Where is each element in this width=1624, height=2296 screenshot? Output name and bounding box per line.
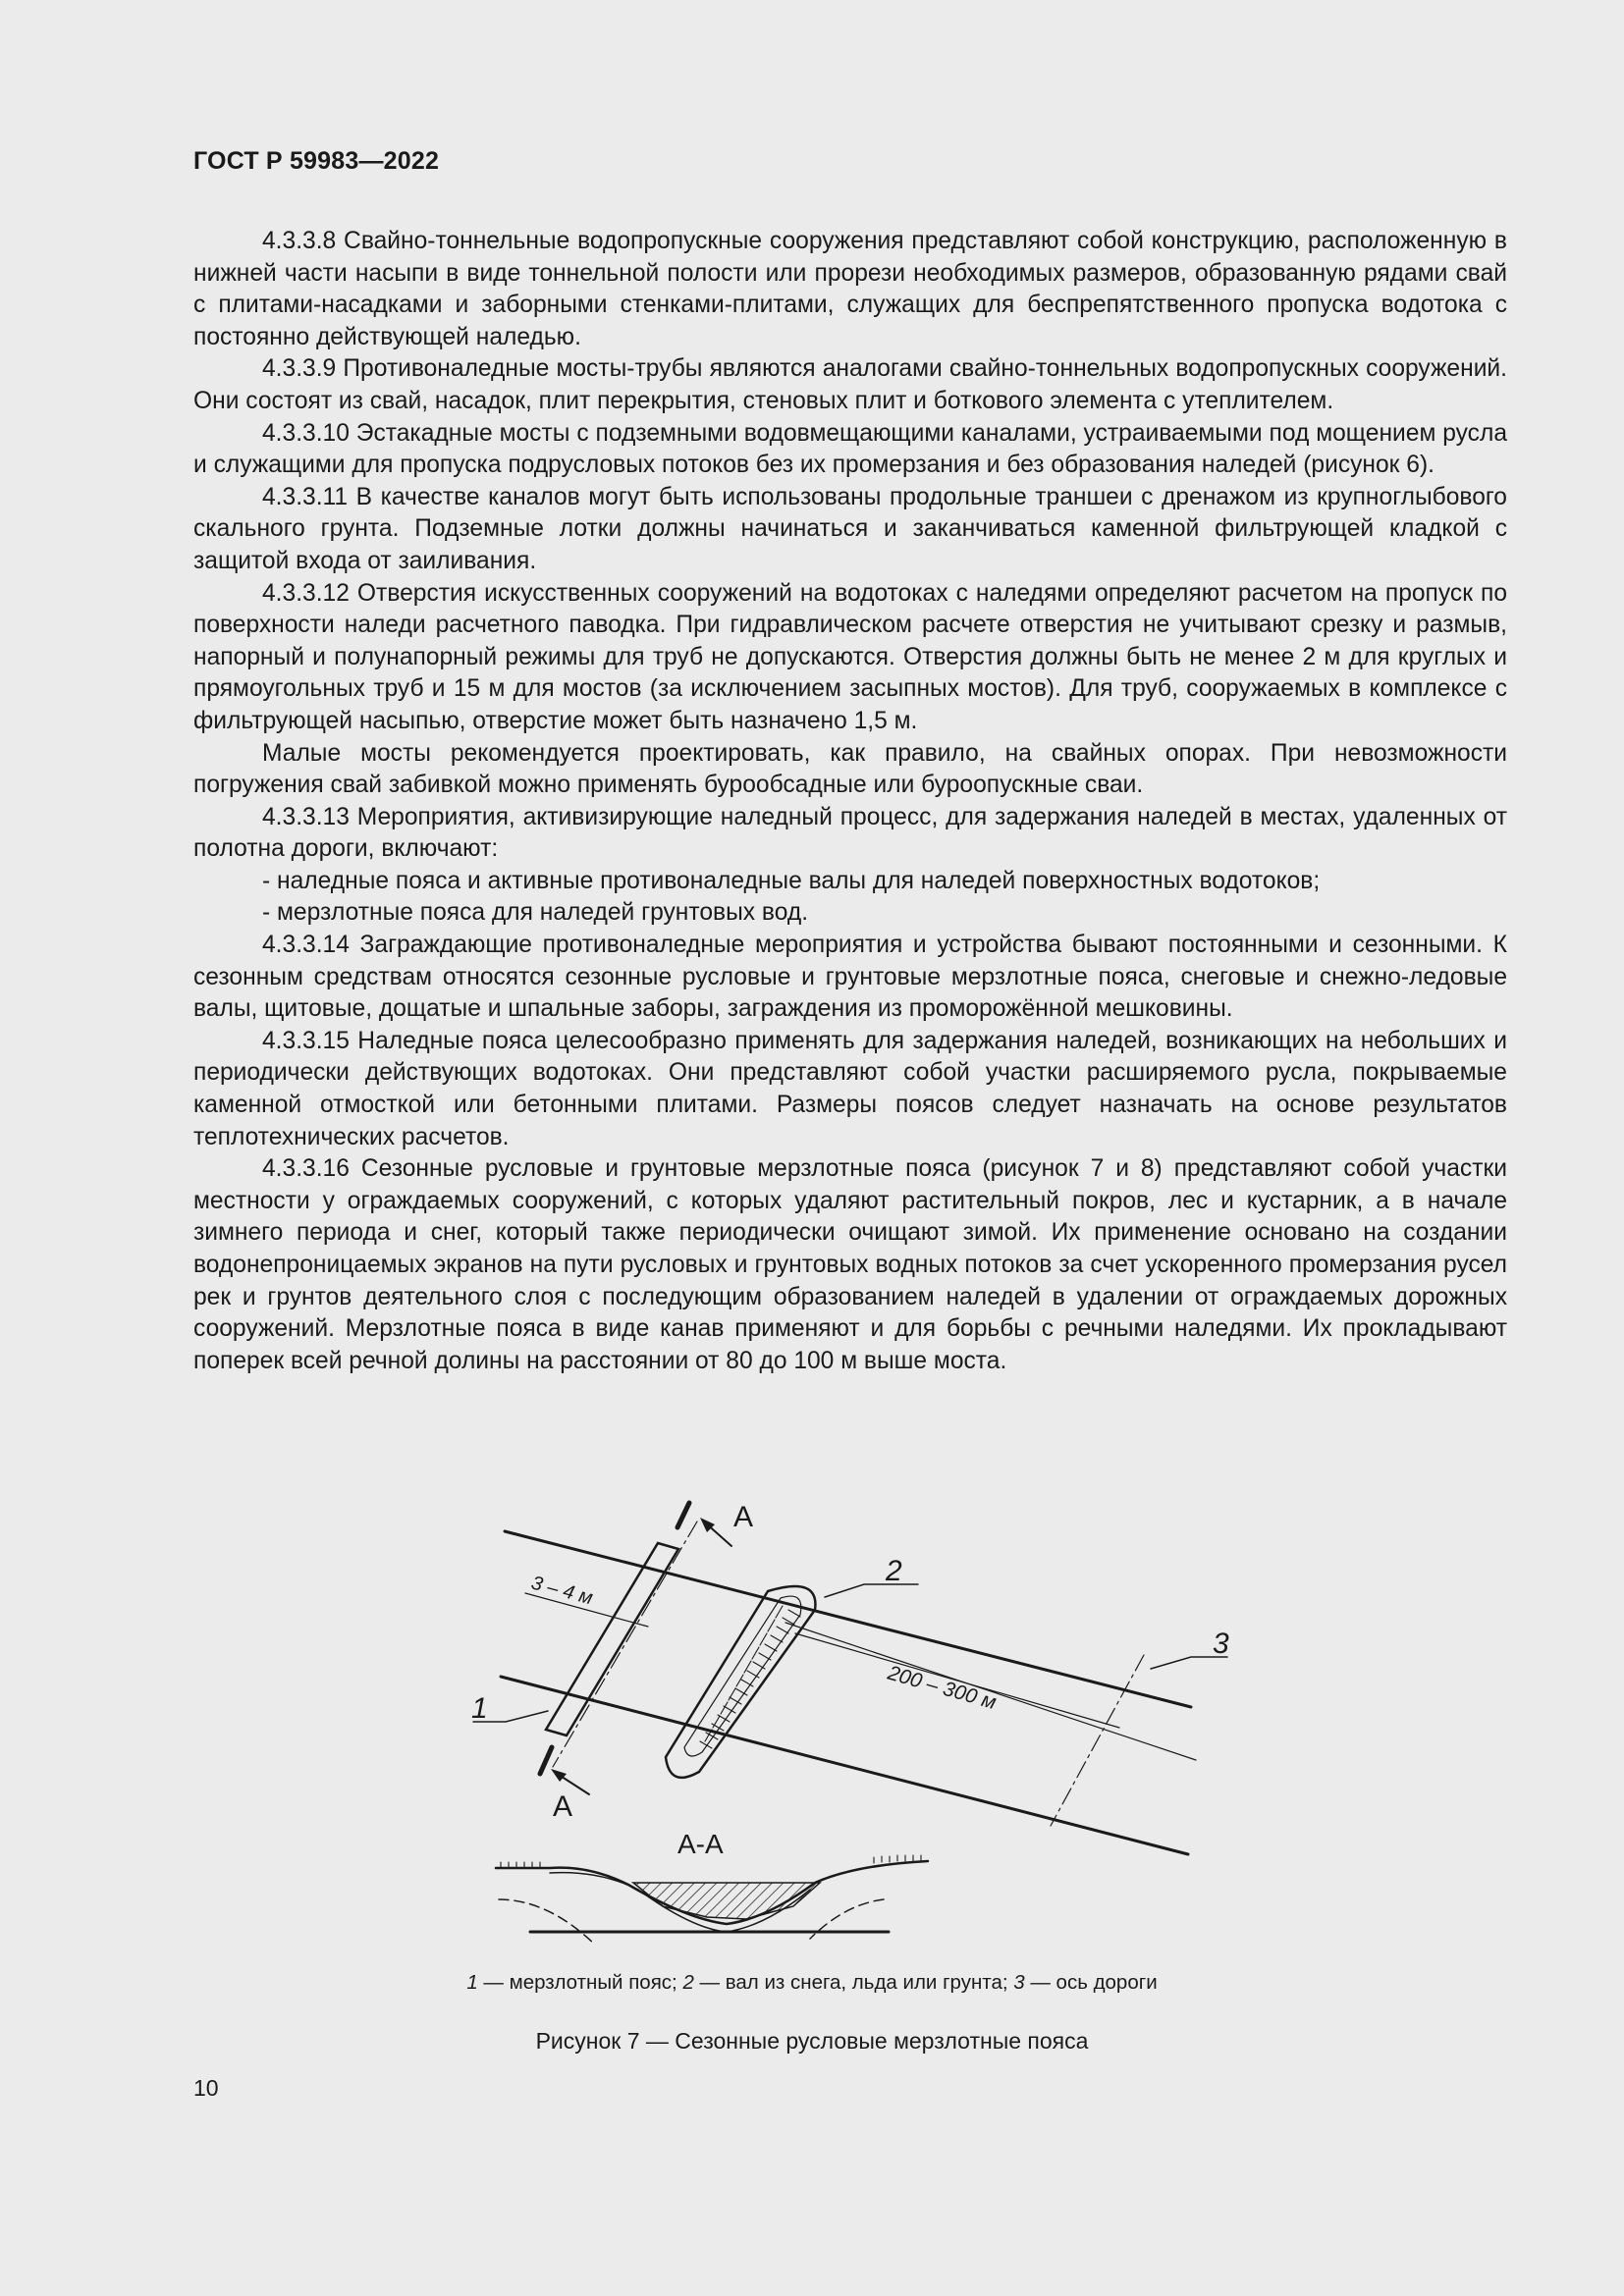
legend-text-1: — мерзлотный пояс; [477,1971,683,1994]
paragraph: 4.3.3.14 Заграждающие противоналедные мероприятия и устройства бывают постоянными и сезонными. К сезонным средствам относятся сезонные русловые и грунтовые мерзлотные пояса, снеговые и снежно-ледовые валы, щитовые, дощатые и шпальные заборы, заграждения из проморожённой мешковины. [193,932,1507,1023]
section-hatched-fill [633,1883,820,1919]
section-title: А-А [677,1829,724,1859]
document-header: ГОСТ Р 59983—2022 [193,147,440,175]
paragraph: 4.3.3.11 В качестве каналов могут быть использованы продольные траншеи с дренажом из крупноглыбового скального грунта. Подземные лотки должны начинаться и заканчиваться каменной фильтрующей кладкой с защитой входа от заиливания. [193,483,1507,574]
paragraph: 4.3.3.12 Отверстия искусственных сооружений на водотоках с наледями определяют расчетом на пропуск по поверхности наледи расчетного паводка. При гидравлическом расчете отверстия не учитывают срезку и размыв, напорный и полунапорный режимы для труб не допускаются. Отверстия должны быть не менее 2 м для круглых и прямоугольных труб и 15 м для мостов (за исключением засыпных мостов). Для труб, сооружаемых в комплексе с фильтрующей насыпью, отверстие может быть назначено 1,5 м. [193,579,1507,734]
legend-text-2: — вал из снега, льда или грунта; [693,1971,1014,1994]
paragraph: Малые мосты рекомендуется проектировать, как правило, на свайных опорах. При невозможности погружения свай забивкой можно применять бурообсадные или буроопускные сваи. [193,739,1507,799]
list-item: - мерзлотные пояса для наледей грунтовых вод. [262,899,809,927]
callout-label-2: 2 [886,1555,902,1587]
road-axis [1051,1655,1144,1826]
paragraph: 4.3.3.8 Свайно-тоннельные водопропускные сооружения представляют собой конструкцию, расположенную в нижней части насыпи в виде тоннельной полости или прорези необходимых размеров, образованную рядами свай с плитами-насадками и заборными стенками-плитами, служащих для беспрепятственного пропуска водотока с постоянно действующей наледью. [193,228,1507,350]
callout-label-3: 3 [1213,1628,1229,1660]
figure-legend [0,1971,1624,1995]
list-item: - наледные пояса и активные противоналедные валы для наледей поверхностных водотоков; [262,867,1321,894]
callout-leader-2 [825,1584,918,1597]
paragraph: 4.3.3.15 Наледные пояса целесообразно применять для задержания наледей, возникающих на небольших и периодически действующих водотоках. Они представляют собой участки расширяемого русла, покрываемые каменной отмосткой или бетонными плитами. Размеры поясов следует назначать на основе результатов теплотехнических расчетов. [193,1027,1507,1150]
dim-label-width: 3 – 4 м [528,1572,595,1610]
legend-number-1: 1 [466,1971,478,1994]
page-number: 10 [193,2075,219,2101]
body-text [193,226,1507,1377]
legend-number-2: 2 [682,1971,694,1994]
legend-number-3: 3 [1013,1971,1025,1994]
figure-drawing [461,1492,1237,1944]
road-line-middle [501,1677,1188,1854]
legend-text-3: — ось дороги [1024,1971,1158,1994]
callout-label-1: 1 [471,1692,488,1725]
section-mark-top [677,1503,689,1527]
figure-caption: Рисунок 7 — Сезонные русловые мерзлотные пояса [535,2028,1089,2054]
section-mark-bottom [540,1747,552,1774]
paragraph: 4.3.3.16 Сезонные русловые и грунтовые мерзлотные пояса (рисунок 7 и 8) представляют собой участки местности у ограждаемых сооружений, с которых удаляют растительный покров, лес и кустарник, а в начале зимнего периода и снег, который также периодически очищают зимой. Их применение основано на создании водонепроницаемых экранов на пути русловых и грунтовых водных потоков за счет ускоренного промерзания русел рек и грунтов деятельного слоя с последующим образованием наледей в удалении от ограждаемых дорожных сооружений. Мерзлотные пояса в виде канав применяют и для борьбы с речными наледями. Их прокладывают поперек всей речной долины на расстоянии от 80 до 100 м выше моста. [193,1155,1507,1374]
road-line-top [505,1531,1191,1707]
section-label-top: А [733,1501,754,1533]
snow-bank [666,1586,815,1778]
paragraph: 4.3.3.13 Мероприятия, активизирующие наледный процесс, для задержания наледей в местах, удаленных от полотна дороги, включают: [193,803,1507,863]
dim-label-distance: 200 – 300 м [885,1661,1000,1715]
section-label-bottom: А [553,1790,573,1823]
section-frost-line [499,1899,599,1944]
paragraph: 4.3.3.10 Эстакадные мосты с подземными водовмещающими каналами, устраиваемыми под мощением русла и служащими для пропуска подрусловых потоков без их промерзания и без образования наледей (рисунок 6). [193,419,1507,479]
belt-centerline [553,1522,697,1767]
paragraph: 4.3.3.9 Противоналедные мосты-трубы являются аналогами свайно-тоннельных водопропускных сооружений. Они состоят из свай, насадок, плит перекрытия, стеновых плит и боткового элемента с утеплителем. [193,355,1507,414]
figure-7 [461,1492,1237,1944]
section-arrowhead-bottom [551,1769,567,1782]
